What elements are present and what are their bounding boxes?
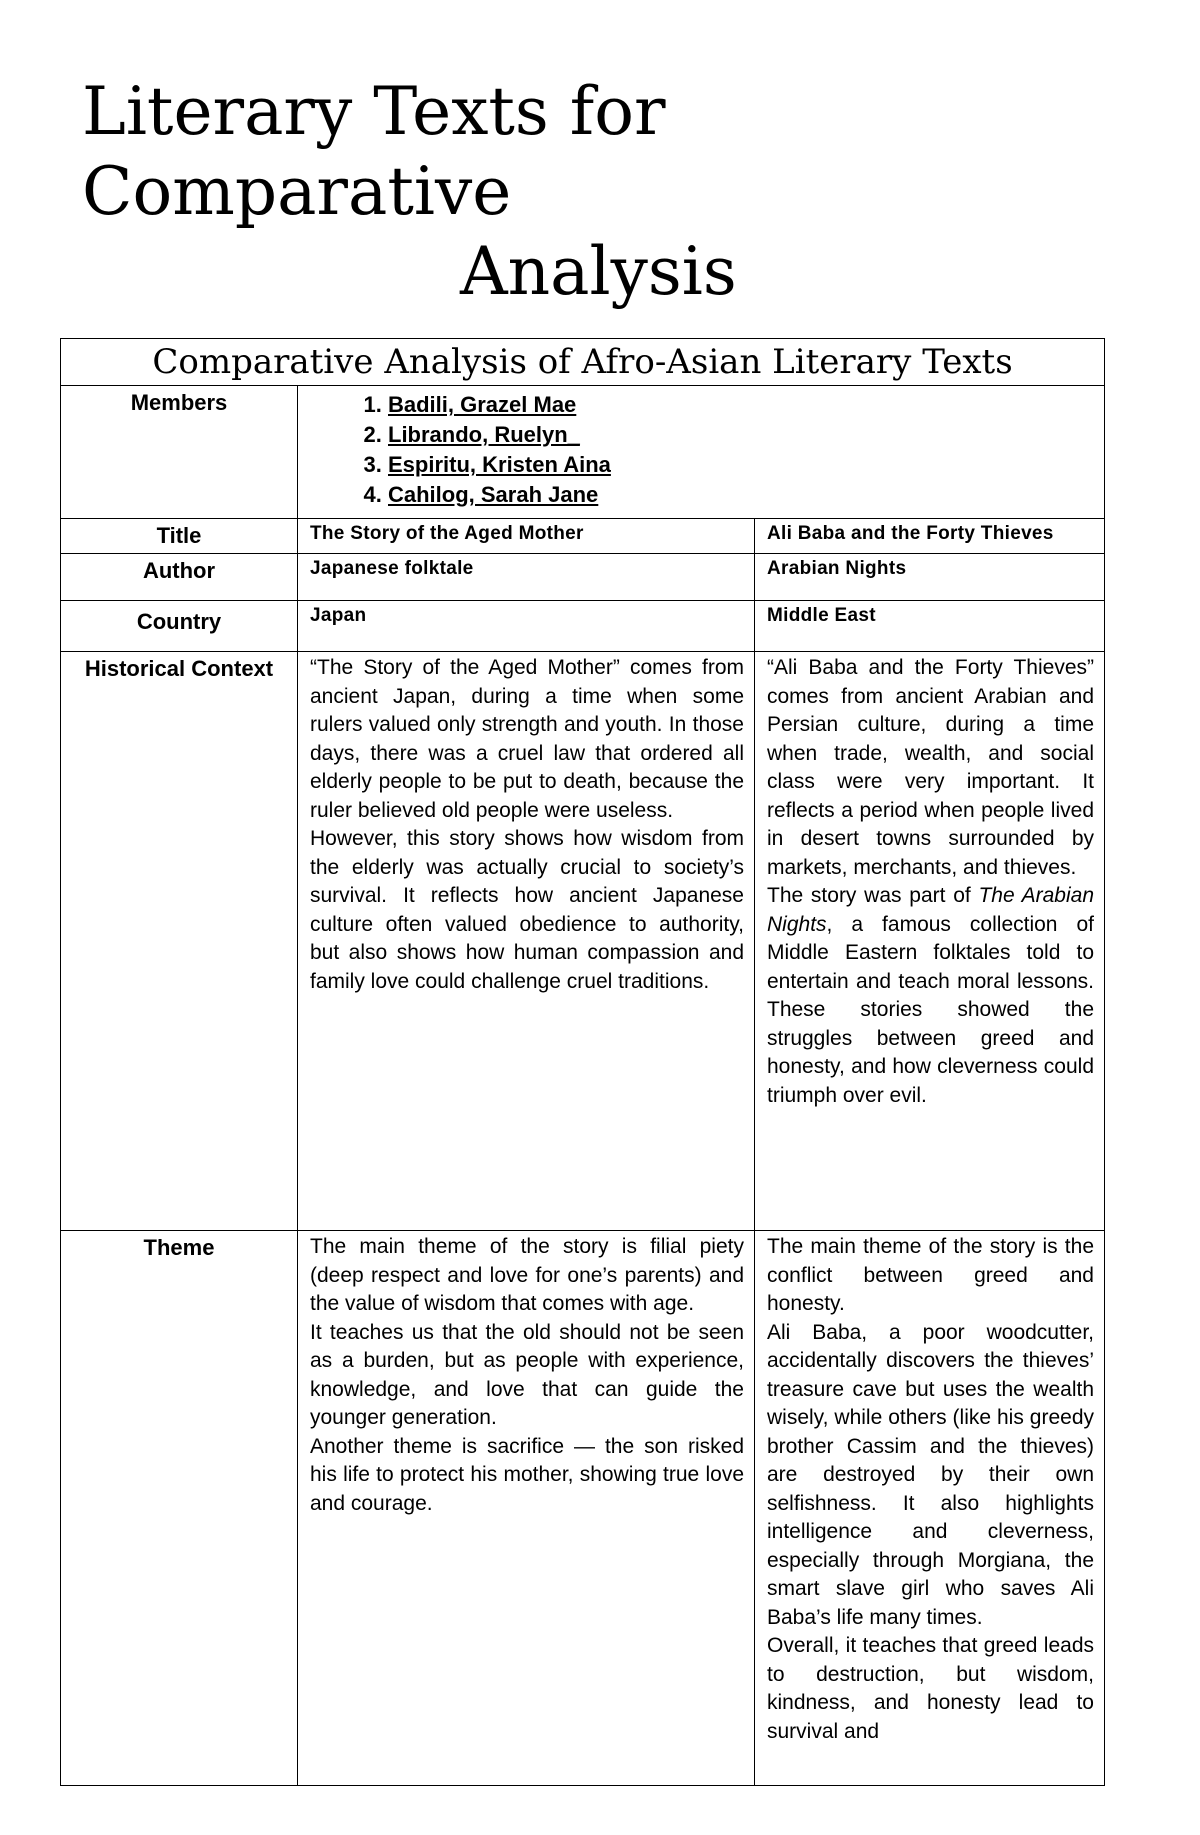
members-list-cell <box>298 386 1105 519</box>
member-item: 3. Espiritu, Kristen Aina <box>388 450 1104 480</box>
title-label: Title <box>61 519 298 554</box>
paragraph: The main theme of the story is filial piety (deep respect and love for one’s parents) and the value of wisdom that comes with age. <box>310 1235 744 1315</box>
paragraph: Another theme is sacrifice — the son risked his life to protect his mother, showing true love and courage. <box>310 1434 744 1515</box>
comparison-table <box>60 338 1105 1786</box>
document-title <box>82 72 782 312</box>
story2-historical-context <box>755 652 1105 1231</box>
member-item: 1. Badili, Grazel Mae <box>388 390 1104 420</box>
story2-country: Middle East <box>755 601 1105 652</box>
story2-author: Arabian Nights <box>755 554 1105 601</box>
title-line-3: Analysis <box>460 233 737 310</box>
title-line-2: Comparative <box>82 153 512 230</box>
paragraph: However, this story shows how wisdom from the elderly was actually crucial to society’s survival. It reflects how ancient Japanese culture often valued obedience to authority, but also shows how human compassion and family love could challenge cruel traditions. <box>310 827 744 993</box>
paragraph: Ali Baba, a poor woodcutter, accidentally discovers the thieves’ treasure cave but uses the wealth wisely, while others (like his greedy brother Cassim and the thieves) are destroyed by their own selfishness. It also highlights intelligence and cleverness, especially through Morgiana, the smart slave girl who saves Ali Baba’s life many times. <box>767 1320 1094 1629</box>
country-label: Country <box>61 601 298 652</box>
paragraph: It teaches us that the old should not be seen as a burden, but as people with experience, knowledge, and love that can guide the younger generation. <box>310 1320 744 1429</box>
story1-title: The Story of the Aged Mother <box>298 519 755 554</box>
paragraph: Overall, it teaches that greed leads to destruction, but wisdom, kindness, and honesty lead to survival and <box>767 1634 1094 1743</box>
story1-theme <box>298 1231 755 1786</box>
paragraph: “Ali Baba and the Forty Thieves” comes from ancient Arabian and Persian culture, during a time when trade, wealth, and social class were very important. It reflects a period when people lived in desert towns surrounded by markets, merchants, and thieves. <box>767 656 1094 879</box>
story1-country: Japan <box>298 601 755 652</box>
author-label: Author <box>61 554 298 601</box>
table-header: Comparative Analysis of Afro-Asian Literary Texts <box>61 339 1105 386</box>
members-label: Members <box>61 386 298 519</box>
members-list <box>298 390 1104 510</box>
story1-historical-context <box>298 652 755 1231</box>
member-item: 4. Cahilog, Sarah Jane <box>388 480 1104 510</box>
paragraph: The story was part of The Arabian Nights, a famous collection of Middle Eastern folktales told to entertain and teach moral lessons. These stories showed the struggles between greed and honesty, and how cleverness could triumph over evil. <box>767 884 1095 1107</box>
book-title: The Arabian Nights <box>767 884 1095 936</box>
title-line-1: Literary Texts for <box>82 73 666 150</box>
historical-context-label: Historical Context <box>61 652 298 1231</box>
story2-title: Ali Baba and the Forty Thieves <box>755 519 1105 554</box>
story1-author: Japanese folktale <box>298 554 755 601</box>
paragraph: The main theme of the story is the conflict between greed and honesty. <box>767 1235 1094 1315</box>
paragraph: “The Story of the Aged Mother” comes from ancient Japan, during a time when some rulers valued only strength and youth. In those days, there was a cruel law that ordered all elderly people to be put to death, because the ruler believed old people were useless. <box>310 656 744 822</box>
story2-theme <box>755 1231 1105 1786</box>
theme-label: Theme <box>61 1231 298 1786</box>
member-item: 2. Librando, Ruelyn_ <box>388 420 1104 450</box>
